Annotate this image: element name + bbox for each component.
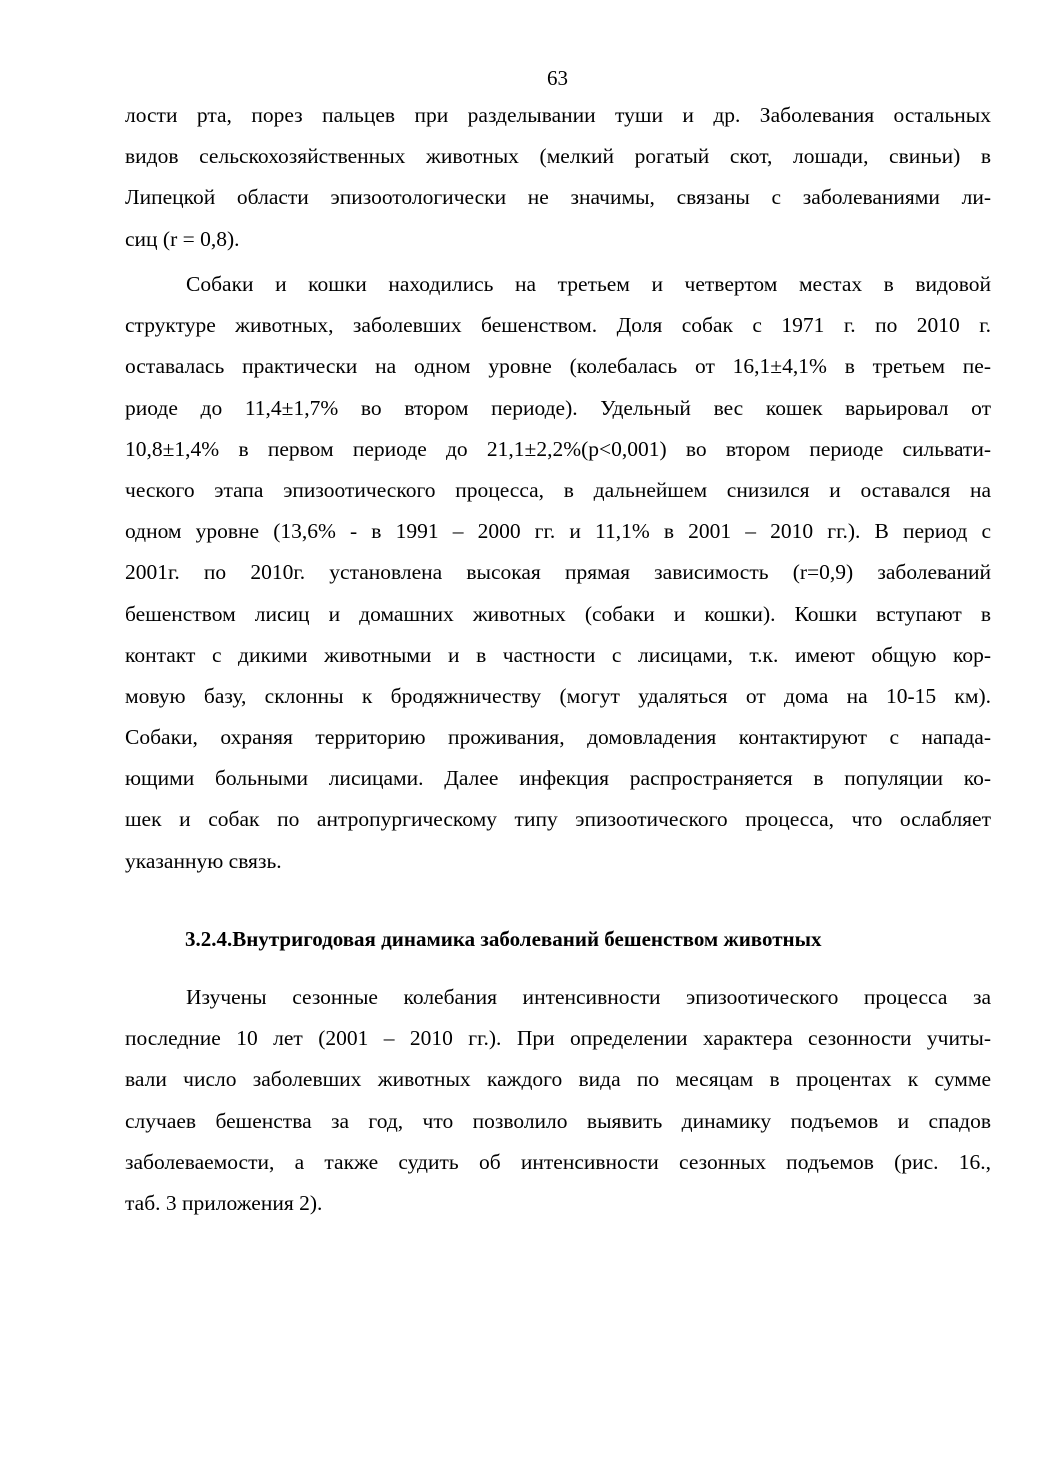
text-line: таб. 3 приложения 2). xyxy=(125,1190,323,1215)
text-line: сиц (r = 0,8). xyxy=(125,226,240,251)
text-line: мовую базу, склонны к бродяжничеству (могут удаляться от дома на 10-15 км). xyxy=(125,683,991,708)
text-line: случаев бешенства за год, что позволило выявить динамику подъемов и спадов xyxy=(125,1108,991,1133)
text-line: структуре животных, заболевших бешенством. Доля собак с 1971 г. по 2010 г. xyxy=(125,313,991,338)
text-line: Изучены сезонные колебания интенсивности эпизоотического процесса за xyxy=(186,985,991,1009)
paragraph-3 xyxy=(125,977,991,1224)
text-line: видов сельскохозяйственных животных (мелкий рогатый скот, лошади, свиньи) в xyxy=(125,144,991,169)
section-heading: 3.2.4.Внутригодовая динамика заболеваний бешенством животных xyxy=(185,927,822,951)
text-line: Собаки и кошки находились на третьем и четвертом местах в видовой xyxy=(186,272,991,296)
text-line: указанную связь. xyxy=(125,848,282,873)
text-line: одном уровне (13,6% - в 1991 – 2000 гг. и 11,1% в 2001 – 2010 гг.). В период с xyxy=(125,519,991,544)
text-line: контакт с дикими животными и в частности с лисицами, т.к. имеют общую кор- xyxy=(125,642,991,667)
text-line: бешенством лисиц и домашних животных (собаки и кошки). Кошки вступают в xyxy=(125,601,991,626)
text-line: Липецкой области эпизоотологически не значимы, связаны с заболеваниями ли- xyxy=(125,185,991,210)
text-line: последние 10 лет (2001 – 2010 гг.). При определении характера сезонности учиты- xyxy=(125,1026,991,1051)
text-line: вали число заболевших животных каждого вида по месяцам в процентах к сумме xyxy=(125,1067,991,1092)
text-line: ющими больными лисицами. Далее инфекция распространяется в популяции ко- xyxy=(125,766,991,791)
text-line: 10,8±1,4% в первом периоде до 21,1±2,2%(p<0,001) во втором периоде сильвати- xyxy=(125,436,991,461)
text-line: оставалась практически на одном уровне (колебалась от 16,1±4,1% в третьем пе- xyxy=(125,354,991,379)
text-line: Собаки, охраняя территорию проживания, домовладения контактируют с напада- xyxy=(125,725,991,750)
page-number: 63 xyxy=(547,66,568,90)
paragraph-1 xyxy=(125,95,991,260)
text-line: ческого этапа эпизоотического процесса, в дальнейшем снизился и оставался на xyxy=(125,477,991,502)
text-line: заболеваемости, а также судить об интенсивности сезонных подъемов (рис. 16., xyxy=(125,1149,991,1174)
text-line: риоде до 11,4±1,7% во втором периоде). Удельный вес кошек варьировал от xyxy=(125,395,991,420)
text-line: лости рта, порез пальцев при разделывании туши и др. Заболевания остальных xyxy=(125,103,991,127)
paragraph-2 xyxy=(125,264,991,882)
text-line: шек и собак по антропургическому типу эпизоотического процесса, что ослабляет xyxy=(125,807,991,832)
text-line: 2001г. по 2010г. установлена высокая прямая зависимость (r=0,9) заболеваний xyxy=(125,560,991,585)
